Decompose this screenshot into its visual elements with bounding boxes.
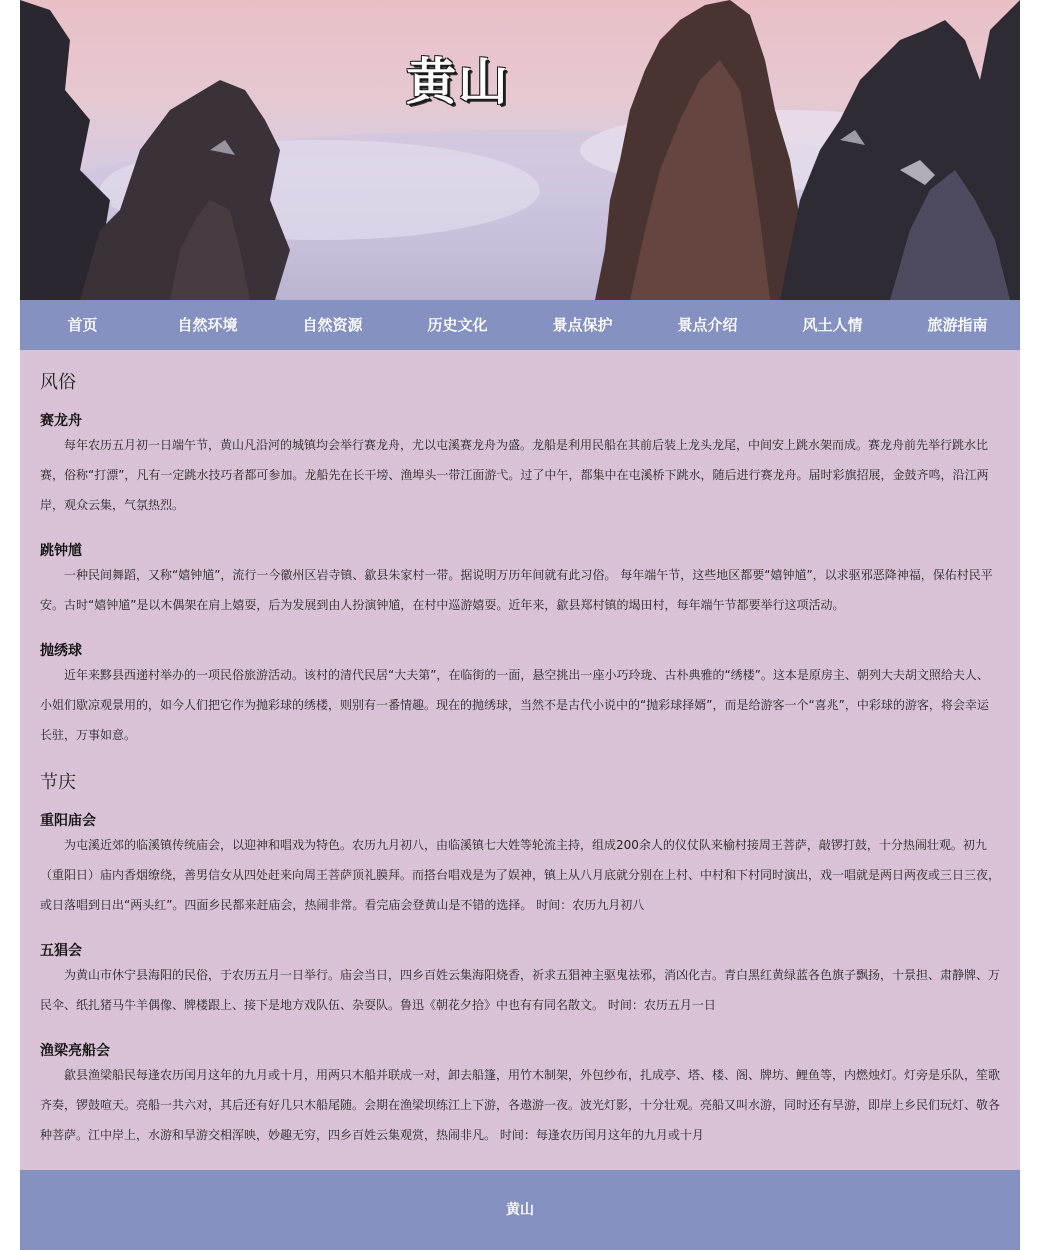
item-title-chongyang-fair: 重阳庙会: [40, 813, 96, 829]
item-title-yuliang-boat-fair: 渔梁亮船会: [40, 1043, 110, 1059]
nav-item-travel-guide[interactable]: 旅游指南: [927, 316, 988, 334]
nav-item-scenic-protection[interactable]: 景点保护: [552, 316, 613, 334]
nav-item-local-customs[interactable]: 风土人情: [802, 316, 863, 334]
item-text-yuliang-boat-fair: 歙县渔梁船民每逢农历闰月这年的九月或十月，用两只木船并联成一对，卸去船篷，用竹木制架，外包纱布，扎成亭、塔、楼、阁、牌坊、鲤鱼等，内燃烛灯。灯旁是乐队，笙歌齐奏，锣鼓喧天。亮船一共六对，其后还有好几只木船尾随。会期在渔梁坝练江上下游，各遨游一夜。波光灯影，十分壮观。亮船又叫水游，同时还有旱游，即岸上乡民们玩灯、敬各种菩萨。江中岸上，水游和旱游交相浑映，妙趣无穷，四乡百姓云集观赏，热闹非凡。 时间：每逢农历闰月这年的九月或十月: [40, 1068, 1001, 1142]
item-text-wuchang-fair: 为黄山市休宁县海阳的民俗，于农历五月一日举行。庙会当日，四乡百姓云集海阳烧香，祈求五猖神主驱鬼祛邪，消凶化吉。青白黑红黄绿蓝各色旗子飘扬，十景担、肃静牌、万民伞、纸扎猪马牛羊偶像、牌楼跟上、接下是地方戏队伍、杂耍队。鲁迅《朝花夕拾》中也有有同名散文。 时间：农历五月一日: [40, 968, 1001, 1012]
item-title-throw-ball: 抛绣球: [40, 643, 82, 659]
page: [20, 0, 1020, 1250]
item-title-zhong-kui-dance: 跳钟馗: [40, 543, 82, 559]
item-text-dragon-boat: 每年农历五月初一日端午节，黄山凡沿河的城镇均会举行赛龙舟，尤以屯溪赛龙舟为盛。龙船是利用民船在其前后装上龙头龙尾，中间安上跳水架而成。赛龙舟前先举行跳水比赛，俗称“打漂”，凡有一定跳水技巧者都可参加。龙船先在长干塝、渔埠头一带江面游弋。过了中午，都集中在屯溪桥下跳水，随后进行赛龙舟。届时彩旗招展，金鼓齐鸣，沿江两岸，观众云集，气氛热烈。: [40, 438, 989, 512]
item-text-zhong-kui-dance: 一种民间舞蹈，又称“嬉钟馗”，流行一今徽州区岩寺镇、歙县朱家村一带。据说明万历年间就有此习俗。 每年端午节，这些地区都要“嬉钟馗”，以求驱邪恶降神福，保佑村民平安。古时“嬉钟馗”是以木偶架在肩上嬉耍，后为发展到由人扮演钟馗，在村中巡游嬉耍。近年来，歙县郑村镇的堨田村，每年端午节都要举行这项活动。: [40, 568, 993, 612]
site-title: 黄山: [406, 52, 510, 111]
footer: [20, 1170, 1020, 1250]
section-title-festivals: 节庆: [40, 772, 76, 793]
nav-item-natural-resources[interactable]: 自然资源: [302, 316, 363, 334]
nav-item-history-culture[interactable]: 历史文化: [427, 316, 488, 334]
banner: [20, 0, 1020, 300]
footer-text: 黄山: [506, 1202, 534, 1218]
item-title-wuchang-fair: 五猖会: [40, 943, 82, 959]
main-content: [20, 350, 1020, 1170]
main-nav: [20, 300, 1020, 350]
nav-item-home[interactable]: 首页: [67, 316, 98, 334]
item-title-dragon-boat: 赛龙舟: [40, 413, 82, 429]
section-title-customs: 风俗: [40, 372, 76, 393]
nav-item-natural-environment[interactable]: 自然环境: [177, 316, 238, 334]
nav-item-scenic-intro[interactable]: 景点介绍: [677, 316, 738, 334]
item-text-chongyang-fair: 为屯溪近郊的临溪镇传统庙会，以迎神和唱戏为特色。农历九月初八，由临溪镇七大姓等轮流主持，组成200余人的仪仗队来榆村接周王菩萨，敲锣打鼓，十分热闹壮观。初九（重阳日）庙内香烟缭绕，善男信女从四处赶来向周王菩萨顶礼膜拜。而搭台唱戏是为了娱神，镇上从八月底就分别在上村、中村和下村同时演出，戏一唱就是两日两夜或三日三夜，或日落唱到日出“两头红”。四面乡民都来赶庙会，热闹非常。看完庙会登黄山是不错的选择。 时间：农历九月初八: [40, 838, 1001, 912]
item-text-throw-ball: 近年来黟县西递村举办的一项民俗旅游活动。该村的清代民居“大夫第”，在临街的一面，悬空挑出一座小巧玲珑、古朴典雅的“绣楼”。这本是原房主、朝列大夫胡文照给夫人、小姐们歇凉观景用的，如今人们把它作为抛彩球的绣楼，则别有一番情趣。现在的抛绣球，当然不是古代小说中的“抛彩球择婿”，而是给游客一个“喜兆”，中彩球的游客，将会幸运长驻，万事如意。: [40, 668, 989, 742]
mountain-landscape-image: [20, 0, 1020, 300]
